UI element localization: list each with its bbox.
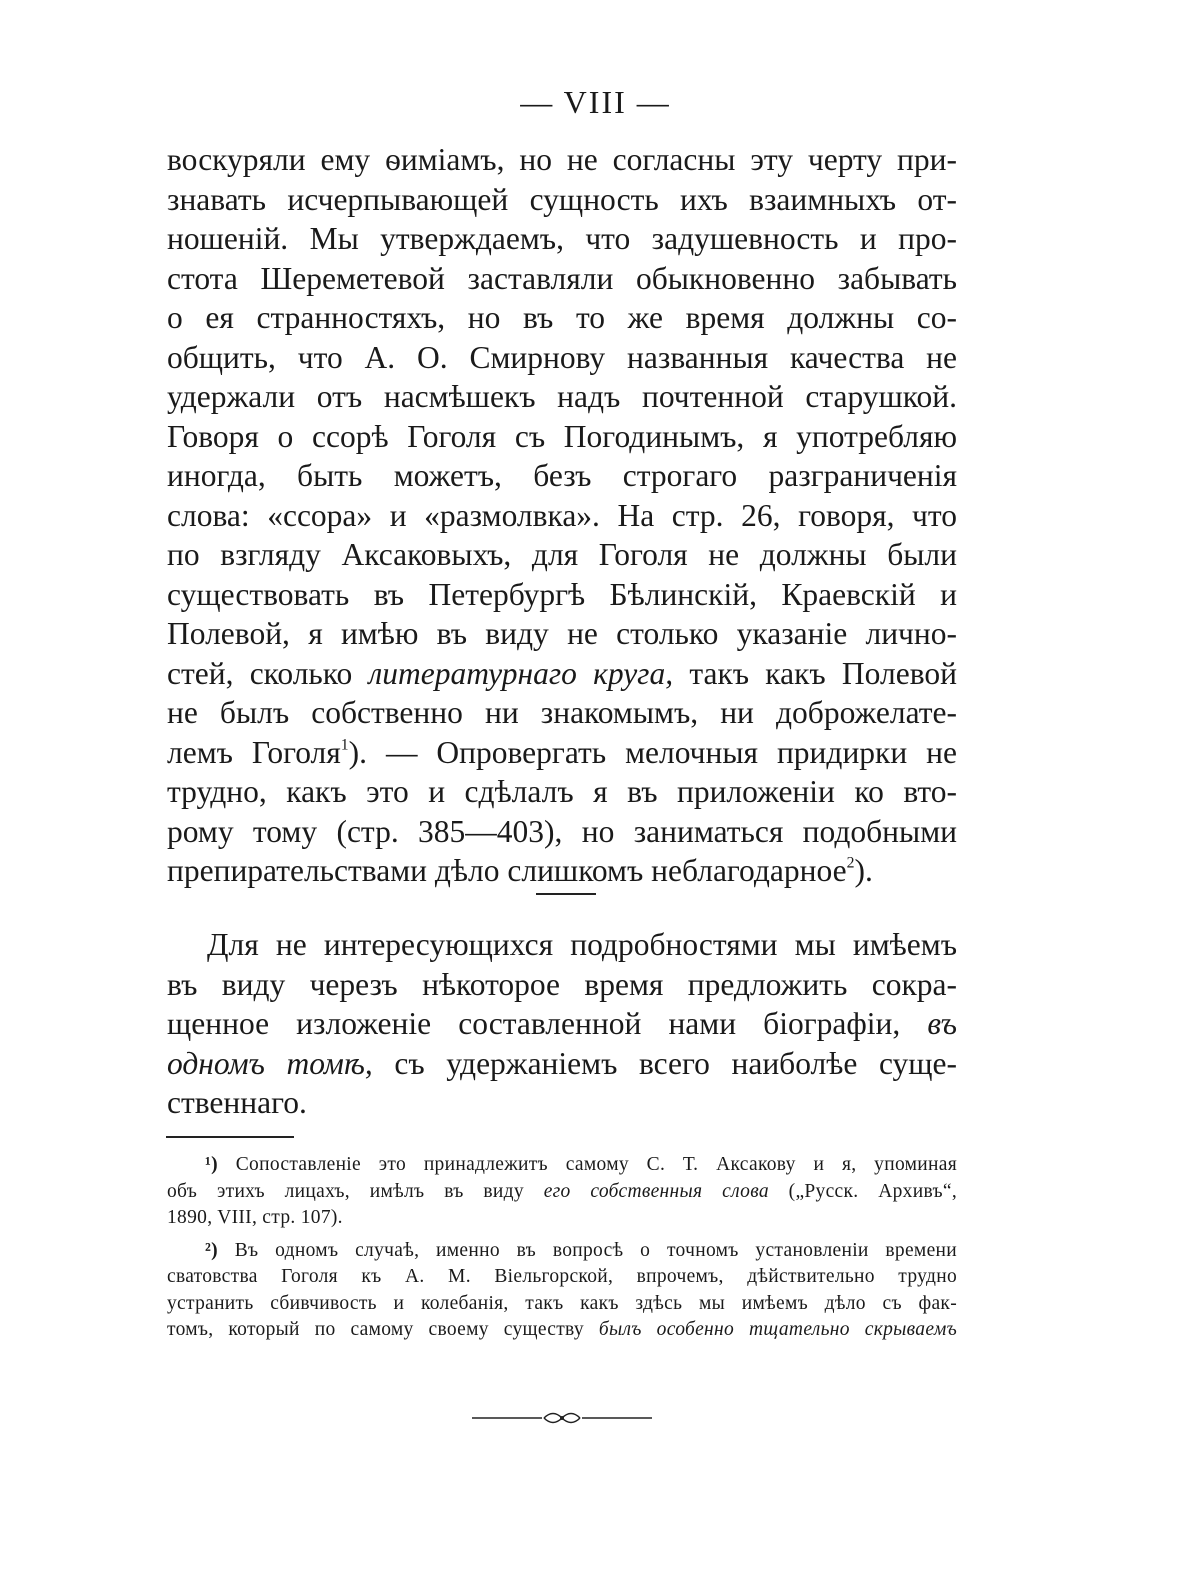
section-divider [536,893,596,895]
text-line: удержали отъ насмѣшекъ надъ почтенной старушкой. [167,379,957,414]
text-line: стота Шереметевой заставляли обыкновенно забывать [167,260,957,296]
text-line: слова: «ссора» и «размолвка». На стр. 26, говоря, что [167,497,957,533]
text-line: знавать исчерпывающей сущность ихъ взаимныхъ от- [167,181,957,217]
footnote-line: 1890, VIII, стр. 107). [167,1207,343,1228]
text-line: по взгляду Аксаковыхъ, для Гоголя не должны были [167,537,957,572]
footnote-line: сватовства Гоголя къ А. М. Віельгорской, впрочемъ, дѣйствительно трудно [167,1266,957,1287]
text-line: препирательствами дѣло слишкомъ неблагодарное$^2$). [167,853,873,888]
text-line: Для не интересующихся подробностями мы имѣемъ [207,927,957,962]
footnote-line: устранить сбивчивость и колебанія, такъ какъ здѣсь мы имѣемъ дѣло съ фак- [167,1292,957,1314]
italic-phrase: литературнаго круга, [368,655,674,691]
footnote-ref: 2 [846,854,855,872]
page-number: — VIII — [520,84,671,120]
text-line: не былъ собственно ни знакомымъ, ни доброжелате- [167,695,957,730]
text-line: Полевой, я имѣю въ виду не столько указаніе лично- [167,616,957,651]
text-line: трудно, какъ это и сдѣлалъ я въ приложеніи ко вто- [167,774,957,809]
footnotes [167,1152,957,1344]
text-line: рому тому (стр. 385—403), но заниматься подобными [167,813,957,849]
text-line: общить, что А. О. Смирнову названныя качества не [167,339,957,375]
footnote-ref: 1 [340,736,349,754]
footnote-mark: ²) [205,1239,218,1261]
italic-phrase: одномъ томѣ, [167,1045,373,1081]
text-line: въ виду черезъ нѣкоторое время предложить сокра- [167,966,957,1002]
italic-phrase: въ [927,1006,957,1041]
text-line: Говоря о ссорѣ Гоголя съ Погодинымъ, я употребляю [167,418,957,454]
text-line: лемъ Гоголя$^1$). — Опровергать мелочныя придирки не [167,734,957,770]
footnote-mark: ¹) [205,1154,218,1175]
text-line: ношеній. Мы утверждаемъ, что задушевность и про- [167,221,957,256]
text-line: воскуряли ему ѳиміамъ, но не согласны эту черту при- [167,142,957,177]
text-line: о ея странностяхъ, но въ то же время должны со- [167,300,957,335]
footnote-rule [166,1136,294,1138]
footnote-line: томъ, который по самому своему существу былъ особенно тщательно скрываемъ [167,1319,957,1340]
second-paragraph [167,925,957,1123]
flourish-ornament-icon [470,1406,654,1430]
footnote-line: объ этихъ лицахъ, имѣлъ въ виду его собственныя слова („Русск. Архивъ“, [167,1180,957,1202]
footnote-line: ²) Въ одномъ случаѣ, именно въ вопросѣ о точномъ установленіи времени [205,1239,957,1261]
text-line: ственнаго. [167,1085,307,1120]
footnote-line: ¹) Сопоставленіе это принадлежитъ самому С. Т. Аксакову и я, упоминая [205,1154,957,1175]
text-line: одномъ томѣ, съ удержаніемъ всего наиболѣе суще- [167,1045,957,1081]
text-line: существовать въ Петербургѣ Бѣлинскій, Краевскій и [167,576,957,612]
text-line: стей, сколько литературнаго круга, такъ какъ Полевой [167,655,957,691]
text-line: иногда, быть можетъ, безъ строгаго разграниченія [167,458,957,493]
main-paragraph [167,140,957,891]
text-line: щенное изложеніе составленной нами біографіи, въ [167,1006,957,1041]
